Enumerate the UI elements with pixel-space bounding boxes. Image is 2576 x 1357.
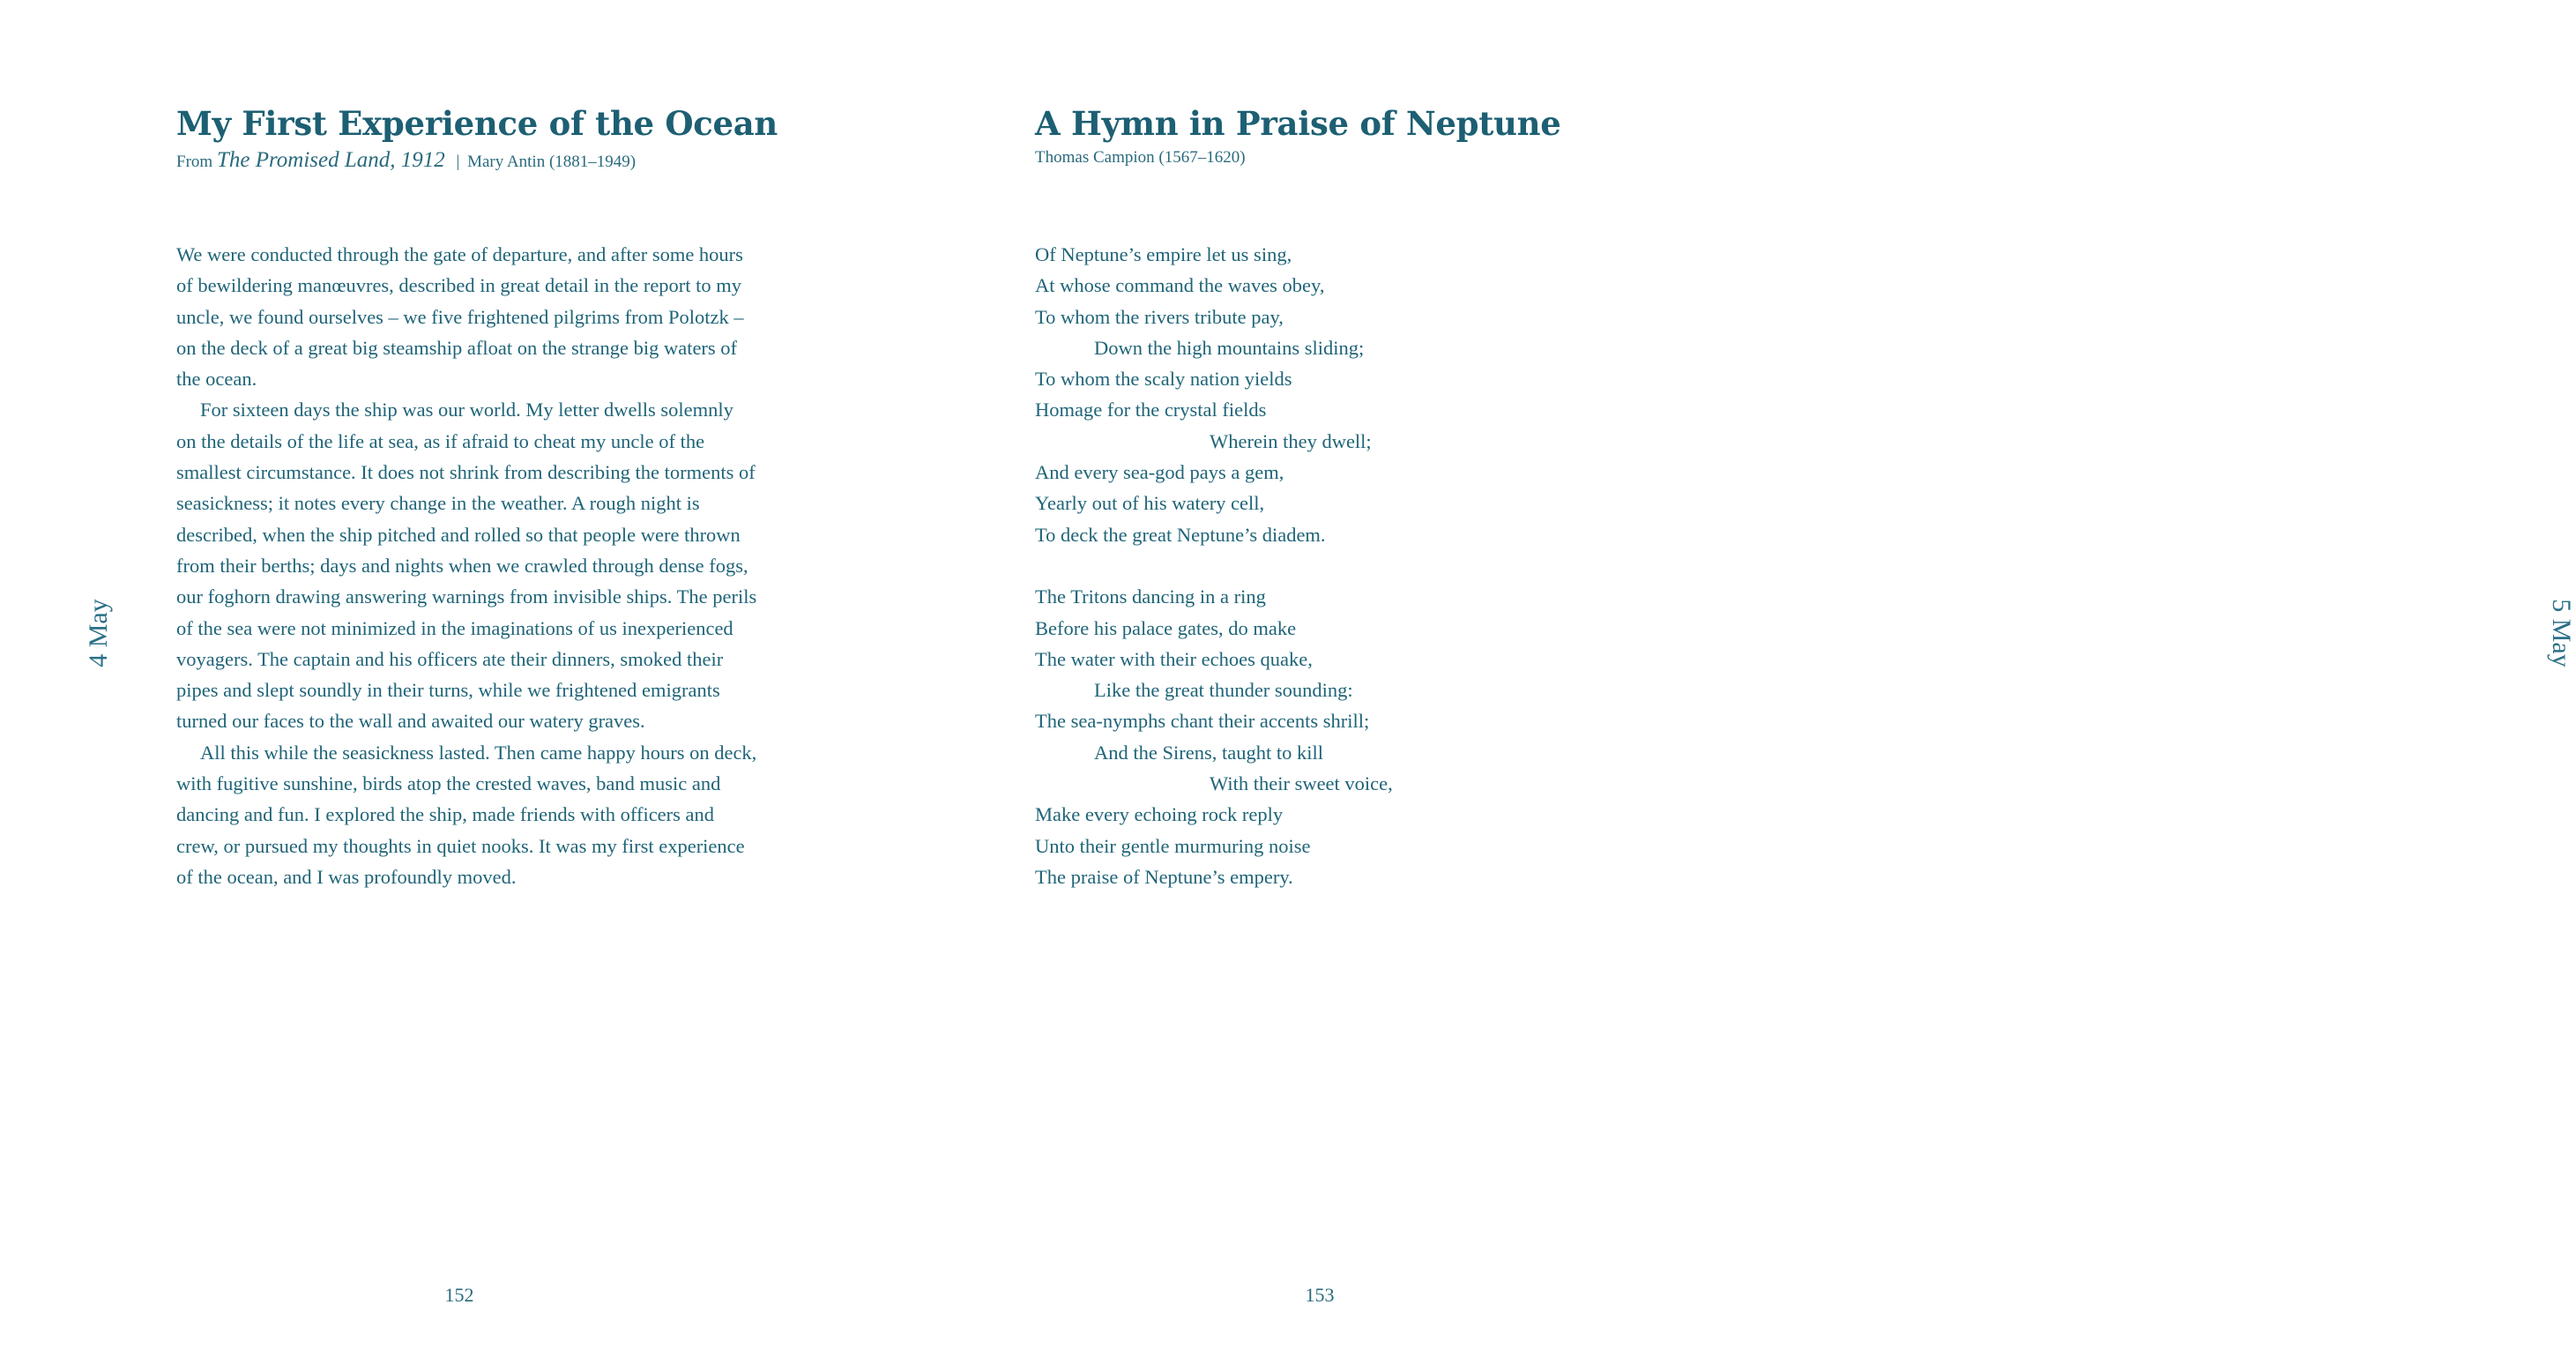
poem-line: At whose command the waves obey, (1035, 274, 1325, 297)
poem-line: Make every echoing rock reply (1035, 803, 1284, 826)
page-number: 152 (444, 1284, 474, 1306)
paragraph: All this while the seasickness lasted. Then came happy hours on deck, with fugitive sunshine, birds atop the crested waves, band music and dancing and fun. I explored the ship, made friends with officers and crew, or pursued my thoughts in quiet nooks. It was my first experience of the ocean, and I was profoundly moved. (176, 741, 757, 888)
page-title: A Hymn in Praise of Neptune (1035, 104, 1561, 143)
stanza (1035, 581, 1476, 892)
poem-line: Homage for the crystal fields (1035, 399, 1267, 421)
byline (176, 148, 636, 173)
paragraph: For sixteen days the ship was our world. My letter dwells solemnly on the details of the life at sea, as if afraid to cheat my uncle of the smallest circumstance. It does not shrink from describing the torments of seasickness; it notes every change in the weather. A rough night is described, when the ship pitched and rolled so that people were thrown from their berths; days and nights when we crawled through dense fogs, our foghorn drawing answering warnings from invisible ships. The perils of the sea were not minimized in the imaginations of us inexperienced voyagers. The captain and his officers ate their dinners, smoked their pipes and slept soundly in their turns, while we frightened emigrants turned our faces to the wall and awaited our watery graves. (176, 399, 757, 733)
poem-line: To deck the great Neptune’s diadem. (1035, 523, 1326, 546)
prose-body (176, 239, 758, 892)
poem-line: Of Neptune’s empire let us sing, (1035, 243, 1292, 265)
author: Mary Antin (1881–1949) (467, 153, 637, 171)
poem-line: Before his palace gates, do make (1035, 616, 1297, 639)
poem-body (1035, 239, 1476, 924)
poem-line: Down the high mountains sliding; (1094, 336, 1365, 359)
poem-line: To whom the scaly nation yields (1035, 368, 1292, 391)
paragraph: We were conducted through the gate of departure, and after some hours of bewildering manœuvres, described in great detail in the report to my uncle, we found ourselves – we five frightened pilgrims from Polotzk – on the deck of a great big steamship afloat on the strange big waters of the ocean. (176, 243, 744, 391)
poem-line: Wherein they dwell; (1210, 429, 1372, 452)
side-date: 5 May (2547, 599, 2576, 667)
poem-line: With their sweet voice, (1210, 772, 1393, 795)
poem-line: The sea-nymphs chant their accents shrill; (1035, 710, 1370, 733)
left-page (0, 0, 882, 1357)
author: Thomas Campion (1567–1620) (1035, 148, 1246, 167)
poem-line: Like the great thunder sounding: (1094, 679, 1353, 702)
stanza (1035, 239, 1476, 550)
poem-line: The praise of Neptune’s empery. (1035, 865, 1293, 888)
poem-line: Unto their gentle murmuring noise (1035, 834, 1311, 857)
page-title: My First Experience of the Ocean (176, 104, 778, 143)
poem-line: To whom the rivers tribute pay, (1035, 305, 1284, 328)
poem-line: And every sea-god pays a gem, (1035, 461, 1284, 484)
poem-line: And the Sirens, taught to kill (1094, 741, 1323, 764)
right-page (882, 0, 2576, 1357)
poem-line: Yearly out of his watery cell, (1035, 492, 1265, 515)
subtitle-prefix: From (176, 153, 213, 171)
byline-separator: | (456, 153, 460, 171)
poem-line: The Tritons dancing in a ring (1035, 585, 1266, 608)
poem-line: The water with their echoes quake, (1035, 647, 1313, 670)
byline (1035, 148, 1246, 168)
source-title: The Promised Land, 1912 (216, 148, 445, 172)
side-date: 4 May (84, 599, 113, 667)
page-number: 153 (1305, 1284, 1335, 1306)
